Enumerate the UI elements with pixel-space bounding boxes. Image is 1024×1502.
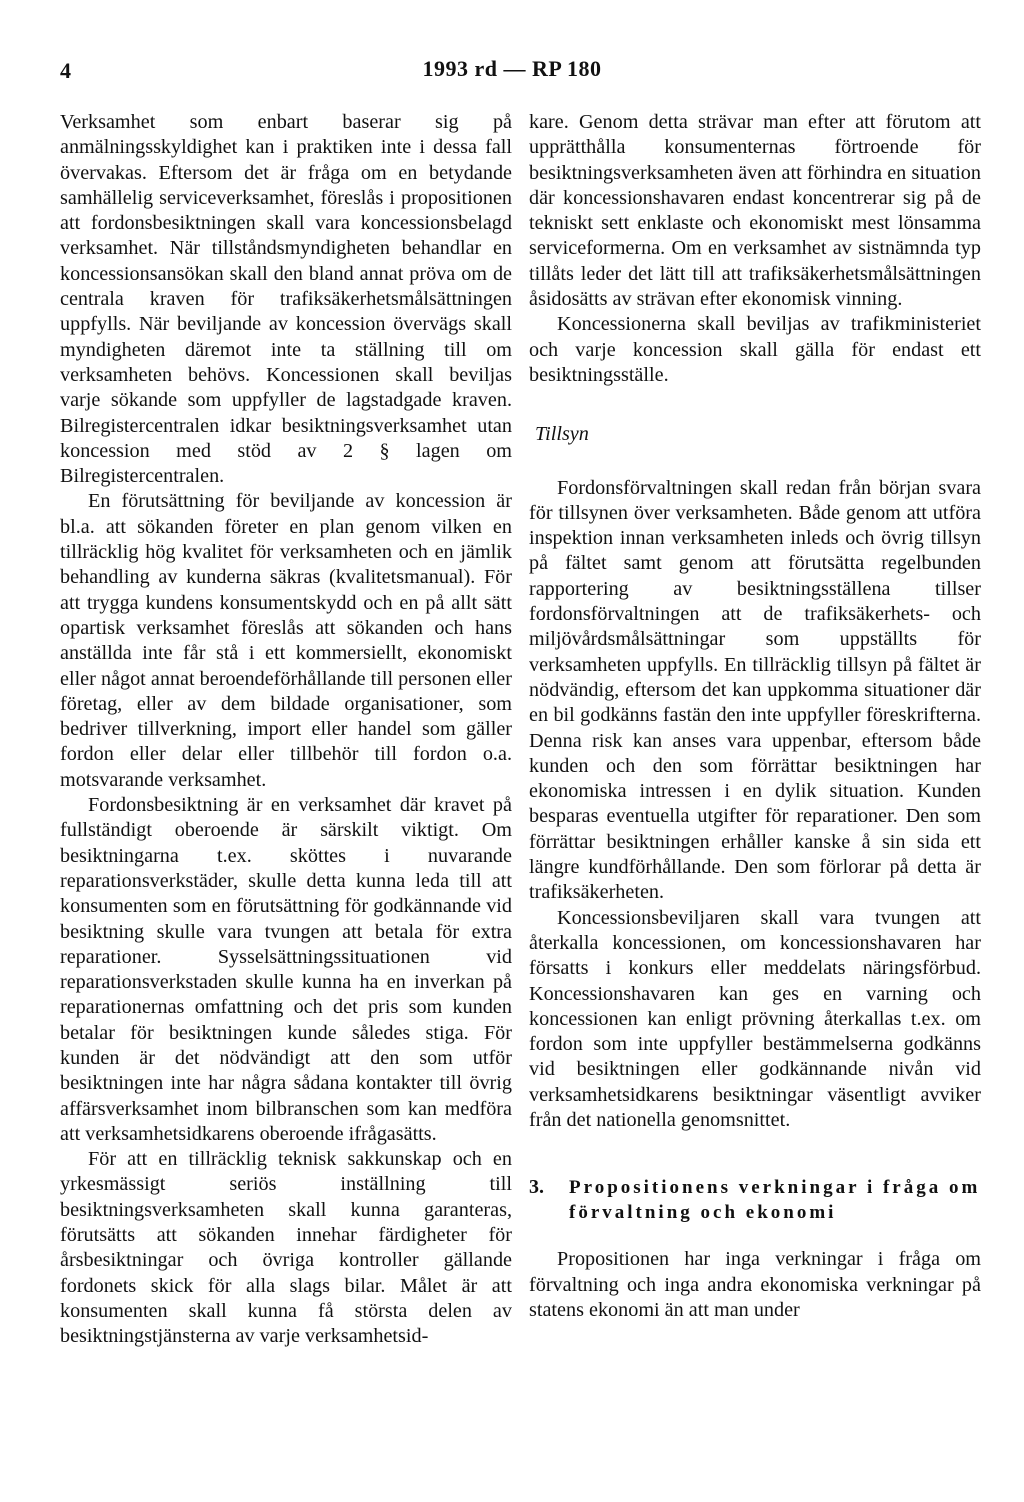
running-header: 1993 rd — RP 180 <box>422 56 602 81</box>
section-heading <box>529 1175 981 1225</box>
page-number: 4 <box>60 58 71 83</box>
right-paragraph-2: Koncessionerna skall beviljas av trafikministeriet och varje koncession skall gälla för endast ett besiktningsställe. <box>529 313 981 386</box>
tillsyn-paragraph-1: Fordonsförvaltningen skall redan från början svara för tillsynen över verksamheten. Både genom att utföra inspektion innan verksamheten inleds och övrig tillsyn på fältet samt genom att förutsätta regelbunden rapportering av besiktningsställena tillser fordonsförvaltningen att de trafiksäkerhets- och miljövårdsmålsättningar som uppställts för verksamheten uppfylls. En tillräcklig tillsyn på fältet är nödvändig, eftersom det kan uppkomma situationer där en bil godkänns fastän den inte uppfyller föreskrifterna. Denna risk kan anses vara uppenbar, eftersom både kunden och den som förrättar besiktningen har ekonomiska intressen i en dylik situation. Kunden besparas eventuella utgifter för reparationer. Den som förrättar besiktningen erhåller kanske å sin sida ett längre kundförhållande. Den som förlorar på detta är trafiksäkerheten. <box>529 476 981 904</box>
subheading-tillsyn: Tillsyn <box>535 423 589 446</box>
left-paragraph-2: En förutsättning för beviljande av koncession är bl.a. att sökanden företer en plan genom vilken en tillräcklig hög kvalitet för verksamheten och en jämlik behandling av kunderna säkras (kvalitetsmanual). För att trygga kundens konsumentskydd och en på allt sätt opartisk verksamhet föreslås att sökanden och hans anställda inte får stå i ett kommersiellt, ekonomiskt eller något annat beroendeförhållande till personen eller företag, eller av dem bildade organisationer, som bedriver tillverkning, import eller handel som gäller fordon eller delar eller tillbehör till fordon o.a. motsvarande verksamhet. <box>60 490 512 791</box>
right-paragraph-1: kare. Genom detta strävar man efter att förutom att upprätthålla konsumenternas förtroende för besiktningsverksamheten även att förhindra en situation där koncessionshavaren endast koncentrerar sig på de tekniskt sett enklaste och ekonomiskt mest lönsamma serviceformerna. Om en verksamhet av sistnämnda typ tillåts leder det lätt till att trafiksäkerhetsmålsättningen åsidosätts av strävan efter ekonomisk vinning. <box>529 111 981 311</box>
left-paragraph-4: För att en tillräcklig teknisk sakkunskap och en yrkesmässigt seriös inställning till besiktningsverksamheten skall kunna garanteras, förutsätts att sökanden innehar färdigheter för årsbesiktningar och övriga kontroller gällande fordonets skick för alla slags bilar. Målet är att konsumenten skall kunna få största delen av besiktningstjänsterna av varje verksamhetsid- <box>60 1148 512 1348</box>
section-title: Propositionens verkningar i fråga om förvaltning och ekonomi <box>569 1177 981 1224</box>
section-paragraph-1: Propositionen har inga verkningar i fråga om förvaltning och inga andra ekonomiska verkningar på statens ekonomi än att man under <box>529 1248 981 1321</box>
left-paragraph-1: Verksamhet som enbart baserar sig på anmälningsskyldighet kan i praktiken inte i dessa fall övervakas. Eftersom det är fråga om en betydande samhällelig serviceverksamhet, föreslås i propositionen att fordonsbesiktningen skall vara koncessionsbelagd verksamhet. När tillståndsmyndigheten behandlar en koncessionsansökan skall den bland annat pröva om de centrala kraven för trafiksäkerhetsmålsättningen uppfylls. När beviljande av koncession övervägs skall myndigheten däremot inte ta ställning till om verksamheten behövs. Koncessionen skall beviljas varje sökande som uppfyller de lagstadgade kraven. Bilregistercentralen idkar besiktningsverksamhet utan koncession med stöd av 2 § lagen om Bilregistercentralen. <box>60 111 512 488</box>
left-column <box>60 110 512 1350</box>
right-column <box>529 110 981 1323</box>
tillsyn-paragraph-2: Koncessionsbeviljaren skall vara tvungen att återkalla koncessionen, om koncessionshavaren har försatts i konkurs eller meddelats näringsförbud. Koncessionshavaren kan ges en varning och koncessionen kan enligt prövning återkallas t.ex. om fordon som inte uppfyller bestämmelserna godkänns vid besiktningen eller godkännande nivån vid verksamhetsidkarens besiktningar väsentligt avviker från det nationella genomsnittet. <box>529 906 981 1131</box>
left-paragraph-3: Fordonsbesiktning är en verksamhet där kravet på fullständigt oberoende är särskilt viktigt. Om besiktningarna t.ex. sköttes i nuvarande reparationsverkstäder, skulle detta kunna leda till att konsumenten som en förutsättning för godkännande vid besiktning skulle vara tvungen att betala för extra reparationer. Sysselsättningssituationen vid reparationsverkstaden skulle kunna ha en inverkan på reparationernas omfattning och det pris som kunden betalar för besiktningen kunde således stiga. För kunden är det nödvändigt att den som utför besiktningen inte har några sådana kontakter till övrig affärsverksamhet inom bilbranschen som kan medföra att verksamhetsidkarens oberoende ifrågasätts. <box>60 794 512 1145</box>
section-number: 3. <box>529 1176 544 1199</box>
